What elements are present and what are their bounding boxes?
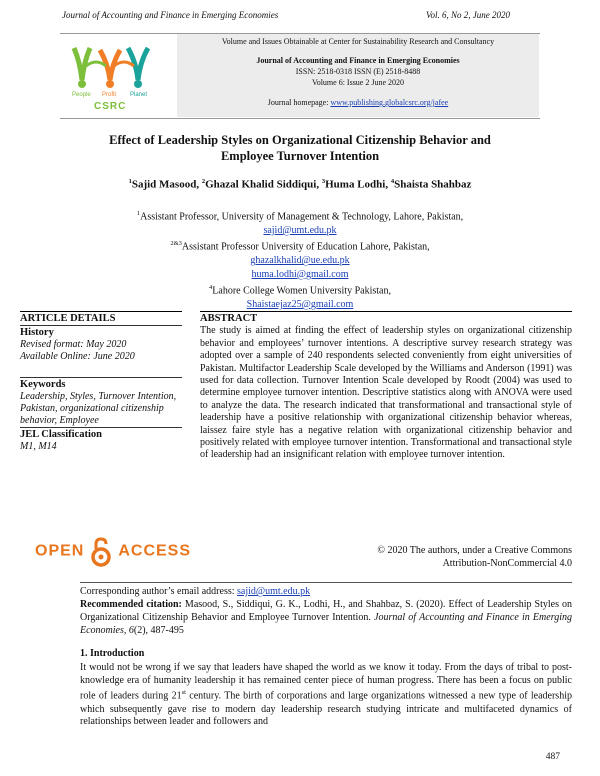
intro-text-sup: st xyxy=(181,689,186,697)
citation-text: Masood, S., Siddiqui, G. K., Lodhi, H., and Shahbaz, S. (2020). Effect of Leadership Styles on Organizational Citizenship Behavior and Employee Turnover Intention. xyxy=(80,599,572,623)
logo-profit-label: Profit xyxy=(102,92,117,98)
copyright-line2: Attribution-NonCommercial 4.0 xyxy=(442,558,572,569)
journal-header-box xyxy=(60,33,540,119)
author-4: Shaista Shahbaz xyxy=(394,178,472,191)
paper-title-line1: Effect of Leadership Styles on Organizational Citizenship Behavior and xyxy=(109,133,491,147)
affiliation-1: Assistant Professor, University of Management & Technology, Lahore, Pakistan, xyxy=(140,211,464,223)
open-access-open: OPEN xyxy=(35,542,85,560)
homepage-label: Journal homepage: xyxy=(267,98,331,107)
author-2: Ghazal Khalid Siddiqui, xyxy=(205,178,322,191)
open-access-logo xyxy=(35,537,191,567)
corresponding-label: Corresponding author’s email address: xyxy=(80,586,238,597)
logo-planet-label: Planet xyxy=(130,92,148,98)
abstract-text: The study is aimed at finding the effect of leadership styles on organizational citizenship behavior and employees’ turnover intentions. A descriptive survey research strategy was adopted over a sample of 240 respondents selected conveniently from eight universities of Pakistan. Multifactor Leadership Scale developed by the Williams and Anderson (1991) was used for data collection. Turnover Intention Scale developed by Roodt (2004) was used to determine employee turnover intention. Descriptive statistics along with ANOVA were used to analyze the data. The research indicated that transformational and transactional style of leadership have a positive relationship with organizational citizenship behavior whereas, laissez faire style has a negative relation with organizational citizenship behavior and positively related with employee turnover intention. Transformational and transactional style of leadership had an insignificant relation with employee turnover intention. xyxy=(200,325,572,461)
author-1: Sajid Masood, xyxy=(131,178,202,191)
journal-name: Journal of Accounting and Finance in Emerging Economies xyxy=(256,56,460,65)
paper-title xyxy=(60,132,540,164)
intro-text-b: century. The birth of corporations and large organizations witnessed a new type of leadership which subsequently gave rise to modern day leadership research studying intricate and multifaceted dynamics of relationships between leader and followers and xyxy=(80,690,572,728)
homepage-link[interactable]: www.publishing.globalcsrc.org/jafee xyxy=(330,98,449,107)
available-date: Available Online: June 2020 xyxy=(20,351,135,362)
copyright-notice xyxy=(330,544,572,570)
citation-end: (2), 487-495 xyxy=(133,625,184,636)
page-number: 487 xyxy=(545,752,560,762)
journal-homepage xyxy=(177,97,539,108)
copyright-line1: © 2020 The authors, under a Creative Commons xyxy=(377,545,572,556)
author-3: Huma Lodhi, xyxy=(325,178,391,191)
intro-text xyxy=(80,662,572,729)
logo-figures-icon xyxy=(66,40,166,100)
keywords-list: Leadership, Styles, Turnover Intention, Pakistan, organizational citizenship behavior, Employee xyxy=(20,391,177,426)
citation-journal: Journal of Accounting and Finance in Emerging Economies, 6 xyxy=(80,612,572,636)
abstract xyxy=(200,311,572,462)
email-4[interactable]: Shaistaejaz25@gmail.com xyxy=(246,298,354,310)
journal-info xyxy=(177,34,539,108)
article-details-heading: ARTICLE DETAILS xyxy=(20,311,182,325)
introduction xyxy=(80,648,572,729)
jel-codes: M1, M14 xyxy=(20,441,57,452)
affiliation-2-sup: 2&3 xyxy=(170,240,182,248)
author-list: $^1$Sajid Masood, $^2$Ghazal Khalid Siddiqui, $^3$Huma Lodhi, $^4$Shaista Shahbaz xyxy=(128,178,472,191)
revised-date: Revised format: May 2020 xyxy=(20,339,127,350)
article-details xyxy=(20,311,182,453)
open-access-access: ACCESS xyxy=(118,542,192,560)
csrc-logo xyxy=(66,40,166,114)
open-lock-icon xyxy=(90,537,112,567)
email-1[interactable]: sajid@umt.edu.pk xyxy=(263,224,337,236)
email-3[interactable]: huma.lodhi@gmail.com xyxy=(251,268,349,280)
footnote xyxy=(80,582,572,637)
intro-text-a: It would not be wrong if we say that leaders have shaped the world as we know it today. From the days of tribal to post-knowledge era of humanity leadership it has remained center piece of human progress. There has been a focus on public role of leaders during 21 xyxy=(80,661,572,702)
affiliation-4: Lahore College Women University Pakistan, xyxy=(212,285,391,297)
journal-volume: Volume 6: Issue 2 June 2020 xyxy=(311,78,405,87)
journal-line1: Volume and Issues Obtainable at Center for Sustainability Research and Consultancy xyxy=(221,37,495,46)
email-2[interactable]: ghazalkhalid@ue.edu.pk xyxy=(250,255,350,267)
keywords-heading: Keywords xyxy=(20,377,182,391)
abstract-heading: ABSTRACT xyxy=(200,311,572,325)
citation-label: Recommended citation: xyxy=(80,599,185,610)
corresponding-email[interactable]: sajid@umt.edu.pk xyxy=(237,586,311,597)
logo-people-label: People xyxy=(72,92,91,98)
affiliations: $^1$Assistant Professor, University of Management & Technology, Lahore, Pakistan, sajid@umt.edu.pk $^{2\&3}$Assistant Professor University of Education Lahore, Pakistan, ghazalkhalid@ue.edu.pk huma.lodhi@gmail.com $^4$Lahore College Women University Pakistan, Shaistaejaz25@gmail.com xyxy=(136,210,464,310)
running-header-volume: Vol. 6, No 2, June 2020 xyxy=(426,10,510,20)
intro-heading: 1. Introduction xyxy=(80,648,145,659)
jel-heading: JEL Classification xyxy=(20,427,182,441)
running-header-journal: Journal of Accounting and Finance in Emerging Economies xyxy=(62,10,279,20)
affiliation-2: Assistant Professor University of Education Lahore, Pakistan, xyxy=(181,241,430,253)
paper-title-line2: Employee Turnover Intention xyxy=(220,149,380,163)
journal-issn: ISSN: 2518-0318 ISSN (E) 2518-8488 xyxy=(295,67,421,76)
history-heading: History xyxy=(20,325,182,339)
logo-abbr: CSRC xyxy=(94,101,127,112)
